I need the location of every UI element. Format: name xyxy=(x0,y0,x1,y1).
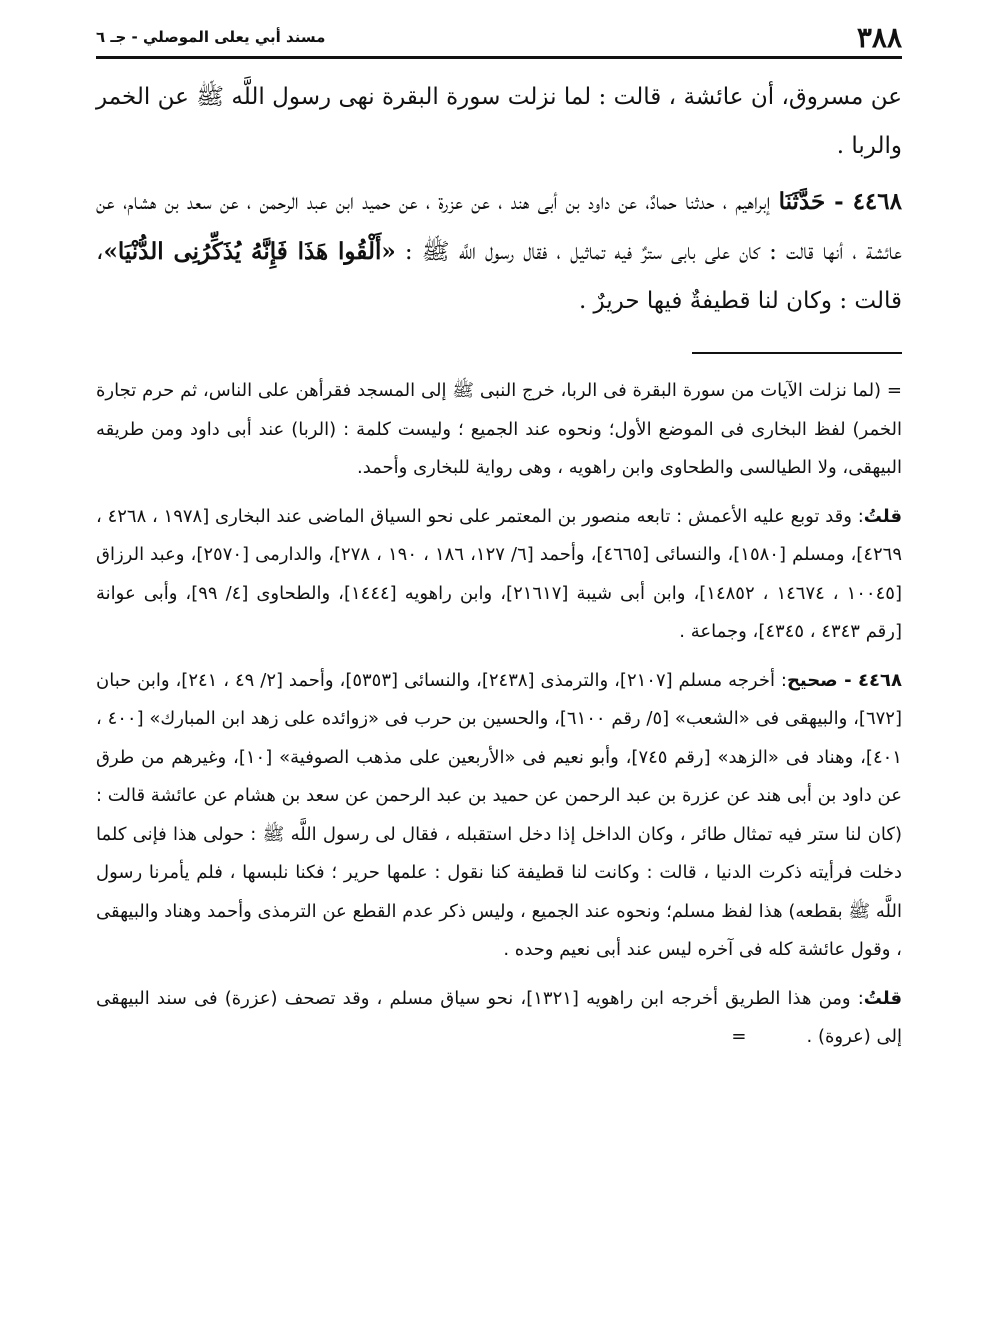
hadith-number: ٤٤٦٨ - xyxy=(825,188,902,215)
footnote-note-1 xyxy=(96,498,902,652)
footnotes xyxy=(96,372,902,1057)
note-label: قلتُ xyxy=(863,987,902,1009)
note-text: : ومن هذا الطريق أخرجه ابن راهويه [١٣٢١]، نحو سياق مسلم ، وقد تصحف (عزرة) فى سند البيهقى إلى (عروة) . xyxy=(96,987,902,1047)
paragraph-continuation: عن مسروق، أن عائشة ، قالت : لما نزلت سورة البقرة نهى رسول اللَّه ﷺ عن الخمر والربا . xyxy=(96,84,902,159)
continuation-mark: = xyxy=(731,1026,747,1047)
main-text xyxy=(96,73,902,326)
hadith-lead-word: حَدَّثَنَا xyxy=(778,188,826,215)
hadith-text-1: إبراهيم ، حدثنا حمادٌ، عن داود بن أبى هند ، عن عزرة ، عن حميد ابن عبد الرحمن ، عن سعد بن هشام، عن عائشة ، أنها قالت : كان على بابى سترٌ فيه تماثيل ، فقال رسول اللَّه ﷺ : xyxy=(96,189,902,265)
hadith-quote: «أَلْقُوا هَذَا فَإِنَّهُ يُذَكِّرُنِى الدُّنْيَا» xyxy=(103,238,396,265)
footnote-4468 xyxy=(96,662,902,970)
page xyxy=(96,22,902,1319)
footnote-text: : أخرجه مسلم [٢١٠٧]، والترمذى [٢٤٣٨]، والنسائى [٥٣٥٣]، وأحمد [٢/ ٤٩ ، ٢٤١]، وابن حبان [٦٧٢]، والبيهقى فى «الشعب» [٥/ رقم ٦١٠٠]، والحسين بن حرب فى «زوائده على زهد ابن المبارك» [٤٠٠ ، ٤٠١]، وهناد فى «الزهد» [رقم ٧٤٥]، وأبو نعيم فى «الأربعين على مذهب الصوفية» [١٠]، وغيرهم من طرق عن داود بن أبى هند عن عزرة بن عبد الرحمن عن حميد بن عبد الرحمن عن سعد بن هشام عن عائشة قالت : (كان لنا ستر فيه تمثال طائر ، وكان الداخل إذا دخل استقبله ، فقال لى رسول اللَّه ﷺ : حولى هذا فإنى كلما دخلت فرأيته ذكرت الدنيا ، قالت : وكانت لنا قطيفة كنا نقول : علمها حرير ؛ فكنا نلبسها ، فلم يأمرنا رسول اللَّه ﷺ بقطعه) هذا لفظ مسلم؛ ونحوه عند الجميع ، وليس ذكر عدم القطع عن الترمذى وأحمد وهناد والبيهقى ، وقول عائشة كله فى آخره ليس عند أبى نعيم وحده . xyxy=(96,669,902,960)
footnote-continued: = (لما نزلت الآيات من سورة البقرة فى الربا، خرج النبى ﷺ إلى المسجد فقرأهن على الناس، ثم حرم تجارة الخمر) لفظ البخارى فى الموضع الأول؛ ونحوه عند الجميع ؛ وليست كلمة : (الربا) عند أبى داود ومن طريقه البيهقى، ولا الطيالسى والطحاوى وابن راهويه ، وهى رواية للبخارى وأحمد. xyxy=(96,380,902,478)
page-header xyxy=(96,22,902,52)
hadith-text-2: ، قالت : وكان لنا قطيفةٌ فيها حريرٌ . xyxy=(96,239,902,314)
footnote-note-2 xyxy=(96,980,902,1057)
running-title: مسند أبي يعلى الموصلي - جـ ٦ xyxy=(96,28,326,46)
header-rule xyxy=(96,56,902,59)
hadith-4468 xyxy=(96,177,902,326)
note-label: قلتُ xyxy=(863,505,902,527)
footnote-separator xyxy=(692,352,902,354)
footnote-number: ٤٤٦٨ - صحيح xyxy=(786,669,902,691)
note-text: : وقد توبع عليه الأعمش : تابعه منصور بن المعتمر على نحو السياق الماضى عند البخارى [١٩٧٨ ، ٤٢٦٨ ، ٤٢٦٩]، ومسلم [١٥٨٠]، والنسائى [٤٦٦٥]، وأحمد [٦/ ١٢٧، ١٨٦ ، ١٩٠ ، ٢٧٨]، والدارمى [٢٥٧٠]، وعبد الرزاق [١٠٠٤٥ ، ١٤٦٧٤ ، ١٤٨٥٢]، وابن أبى شيبة [٢١٦١٧]، وابن راهويه [١٤٤٤]، والطحاوى [٤/ ٩٩]، وأبى عوانة [رقم ٤٣٤٣ ، ٤٣٤٥]، وجماعة . xyxy=(96,505,902,642)
page-number: ٣٨٨ xyxy=(856,20,902,54)
